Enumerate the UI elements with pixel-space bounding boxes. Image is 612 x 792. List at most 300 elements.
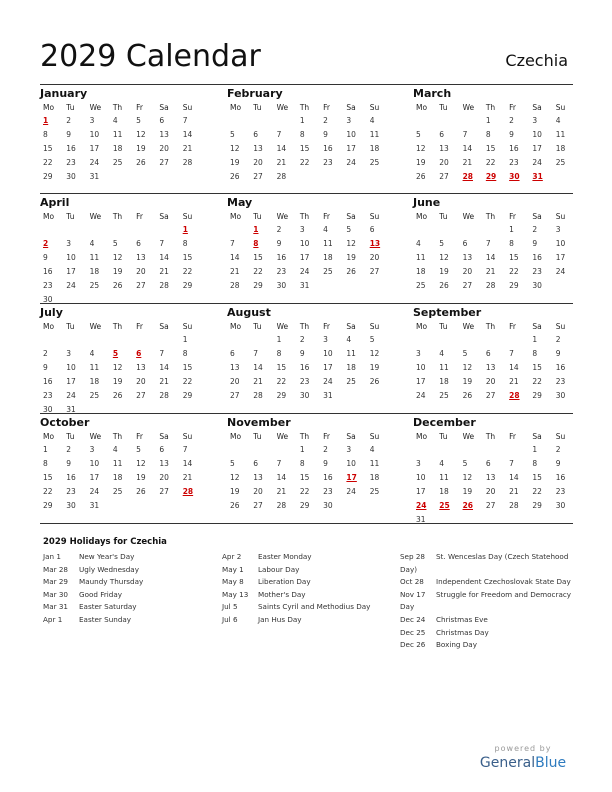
week-row: [413, 389, 576, 403]
day-cell: 9: [532, 239, 538, 249]
weekday-label: Fr: [509, 103, 516, 112]
day-cell: 22: [182, 267, 193, 277]
day-cell: 4: [369, 445, 375, 455]
day-cell: 22: [43, 487, 53, 497]
day-cell: 5: [112, 239, 118, 249]
day-cell: 8: [43, 130, 48, 140]
weekday-label: Th: [112, 432, 123, 441]
month-september: [413, 306, 576, 402]
week-row: [413, 471, 576, 485]
day-cell: 3: [323, 335, 328, 345]
holiday-day-cell: 29: [485, 172, 497, 181]
weekday-header: [40, 430, 203, 443]
month-name: July: [40, 306, 63, 319]
week-row: [413, 347, 576, 361]
day-cell: 13: [136, 253, 146, 263]
day-cell: 5: [136, 116, 141, 126]
day-cell: 9: [323, 459, 328, 469]
weekday-label: Sa: [532, 432, 542, 441]
month-april: [40, 196, 203, 306]
holiday-column: [43, 551, 143, 627]
weekday-label: Su: [555, 322, 566, 331]
day-cell: 11: [369, 459, 380, 469]
weekday-label: Su: [369, 322, 380, 331]
holiday-date: Jan 1: [43, 552, 61, 561]
powered-by-text: powered by: [494, 744, 552, 753]
weekday-label: Sa: [532, 322, 542, 331]
day-cell: 20: [136, 377, 146, 387]
day-cell: 22: [182, 377, 193, 387]
day-cell: 25: [416, 281, 426, 290]
day-cell: 19: [136, 473, 146, 483]
week-row: [40, 251, 203, 265]
weekday-label: We: [89, 322, 102, 331]
day-cell: 6: [253, 130, 259, 140]
day-cell: 19: [136, 144, 146, 154]
day-cell: 21: [276, 158, 287, 168]
weekday-label: Su: [369, 212, 380, 221]
day-cell: 5: [369, 335, 375, 345]
logo-text-blue: Blue: [535, 755, 567, 771]
day-cell: 16: [43, 267, 53, 277]
day-cell: 14: [509, 363, 519, 373]
day-cell: 7: [276, 459, 282, 469]
week-row: [227, 443, 390, 457]
day-cell: 11: [89, 363, 100, 373]
weekday-label: Sa: [159, 103, 169, 112]
day-cell: 30: [276, 281, 287, 290]
day-cell: 5: [230, 130, 235, 140]
holiday-entry: [43, 601, 143, 614]
day-cell: 20: [136, 267, 146, 277]
day-cell: 2: [532, 225, 538, 235]
day-cell: 28: [276, 172, 287, 181]
day-cell: 29: [532, 391, 542, 400]
holiday-day-cell: 28: [182, 487, 194, 497]
week-row: [227, 128, 390, 142]
weekday-label: Fr: [509, 322, 516, 331]
holiday-date: Mar 31: [43, 602, 68, 612]
day-cell: 5: [230, 459, 235, 469]
day-cell: 8: [299, 130, 305, 140]
day-cell: 24: [66, 281, 76, 290]
weekday-label: Sa: [159, 212, 169, 221]
day-cell: 27: [485, 501, 496, 510]
day-cell: 3: [346, 445, 352, 455]
day-cell: 13: [485, 473, 496, 483]
day-cell: 31: [323, 391, 333, 400]
day-cell: 20: [159, 473, 169, 483]
holiday-entry: [43, 551, 143, 564]
day-cell: 25: [89, 391, 100, 400]
day-cell: 9: [43, 363, 48, 373]
weekday-label: Th: [112, 103, 123, 112]
weekday-label: Mo: [43, 322, 55, 331]
day-cell: 15: [299, 144, 310, 154]
weekday-label: Th: [299, 212, 310, 221]
day-cell: 16: [66, 144, 76, 154]
week-row: [40, 223, 203, 237]
weekday-header: [413, 210, 576, 223]
day-cell: 6: [136, 239, 141, 249]
week-row: [40, 347, 203, 361]
day-cell: 1: [43, 445, 48, 455]
day-cell: 17: [416, 487, 426, 497]
day-cell: 10: [346, 459, 356, 469]
day-cell: 16: [43, 377, 53, 387]
day-cell: 3: [416, 459, 421, 469]
weekday-label: Th: [112, 322, 123, 331]
day-cell: 21: [509, 487, 519, 497]
weekday-label: Sa: [532, 212, 542, 221]
day-cell: 18: [369, 144, 380, 154]
day-cell: 30: [43, 294, 53, 304]
weekday-label: Fr: [509, 212, 516, 221]
day-cell: 9: [66, 459, 72, 469]
month-october: [40, 416, 203, 512]
week-row: [40, 389, 203, 403]
weekday-label: Mo: [43, 432, 55, 441]
day-cell: 17: [89, 144, 100, 154]
day-cell: 17: [299, 253, 310, 263]
month-name: June: [413, 196, 441, 209]
weekday-label: Su: [182, 103, 193, 112]
day-cell: 12: [112, 363, 123, 373]
day-cell: 26: [416, 172, 426, 181]
week-row: [40, 279, 203, 293]
day-cell: 8: [532, 349, 538, 359]
week-row: [227, 170, 390, 184]
month-name: December: [413, 416, 476, 429]
holiday-day-cell: 25: [439, 501, 450, 510]
day-cell: 17: [532, 144, 542, 154]
day-cell: 24: [346, 487, 356, 497]
day-cell: 20: [253, 487, 263, 497]
day-cell: 4: [89, 239, 95, 249]
week-row: [413, 361, 576, 375]
holiday-day-cell: 5: [112, 349, 119, 359]
holiday-name: Christmas Eve: [436, 614, 488, 624]
day-cell: 23: [299, 377, 310, 387]
day-cell: 2: [555, 335, 561, 345]
day-cell: 6: [369, 225, 375, 235]
day-cell: 4: [89, 349, 95, 359]
weekday-header: [40, 101, 203, 114]
weekday-header: [413, 430, 576, 443]
holiday-date: Nov 17: [400, 589, 426, 599]
weekday-label: Fr: [323, 212, 330, 221]
holiday-date: Mar 29: [43, 577, 68, 587]
day-cell: 27: [462, 281, 473, 290]
holiday-date: Sep 28: [400, 552, 425, 561]
weekday-label: Sa: [159, 432, 169, 441]
day-cell: 15: [182, 253, 193, 263]
day-cell: 4: [439, 459, 445, 469]
holiday-date: Apr 2: [222, 552, 242, 561]
day-cell: 8: [509, 239, 514, 249]
weekday-label: Fr: [509, 432, 516, 441]
week-row: [413, 457, 576, 471]
holiday-day-cell: 17: [346, 473, 357, 483]
day-cell: 22: [276, 377, 287, 387]
week-row: [413, 333, 576, 347]
day-cell: 24: [555, 267, 566, 277]
day-cell: 23: [532, 267, 542, 277]
weekday-label: We: [462, 212, 475, 221]
day-cell: 7: [159, 239, 165, 249]
holiday-date: Apr 1: [43, 614, 63, 624]
day-cell: 7: [276, 130, 282, 140]
day-cell: 31: [299, 281, 310, 290]
week-row: [40, 499, 203, 513]
week-row: [227, 485, 390, 499]
weekday-label: Mo: [43, 103, 55, 112]
weekday-label: Mo: [416, 432, 428, 441]
day-cell: 6: [253, 459, 259, 469]
day-cell: 9: [323, 130, 328, 140]
weekday-label: We: [462, 322, 475, 331]
holiday-date: Dec 26: [400, 640, 426, 650]
day-cell: 19: [112, 267, 123, 277]
weekday-label: We: [462, 103, 475, 112]
day-cell: 20: [159, 144, 169, 154]
week-row: [413, 279, 576, 293]
day-cell: 3: [66, 349, 72, 359]
day-cell: 11: [555, 130, 566, 140]
weekday-label: Tu: [66, 212, 75, 221]
weekday-label: Th: [485, 103, 496, 112]
day-cell: 30: [66, 501, 76, 510]
week-row: [413, 142, 576, 156]
weekday-header: [227, 101, 390, 114]
day-cell: 6: [439, 130, 445, 140]
weekday-label: Su: [182, 212, 193, 221]
day-cell: 15: [509, 253, 519, 263]
day-cell: 24: [89, 158, 100, 168]
day-cell: 22: [532, 377, 542, 387]
day-cell: 17: [66, 267, 76, 277]
week-row: [227, 251, 390, 265]
weekday-label: Su: [555, 103, 566, 112]
day-cell: 20: [485, 377, 496, 387]
weekday-label: We: [276, 103, 289, 112]
day-cell: 26: [462, 391, 473, 400]
holiday-date: Jul 5: [222, 602, 238, 612]
week-row: [227, 457, 390, 471]
week-row: [40, 156, 203, 170]
day-cell: 25: [89, 281, 100, 290]
day-cell: 12: [369, 349, 380, 359]
month-name: March: [413, 87, 452, 100]
week-row: [40, 237, 203, 251]
week-row: [40, 128, 203, 142]
day-cell: 13: [462, 253, 473, 263]
day-cell: 23: [276, 267, 287, 277]
day-cell: 24: [66, 391, 76, 400]
week-row: [40, 457, 203, 471]
section-divider: [40, 84, 573, 85]
weekday-label: Tu: [439, 212, 448, 221]
month-name: September: [413, 306, 482, 319]
day-cell: 7: [509, 349, 514, 359]
weekday-header: [413, 101, 576, 114]
day-cell: 7: [462, 130, 468, 140]
holiday-column: [400, 551, 572, 652]
holiday-day-cell: 6: [136, 349, 142, 359]
day-cell: 19: [112, 377, 123, 387]
day-cell: 25: [346, 377, 356, 387]
day-cell: 23: [323, 487, 333, 497]
day-cell: 18: [439, 487, 449, 497]
day-cell: 20: [230, 377, 240, 387]
week-row: [227, 347, 390, 361]
day-cell: 16: [66, 473, 76, 483]
month-august: [227, 306, 390, 402]
weekday-label: Sa: [346, 322, 356, 331]
day-cell: 21: [182, 144, 193, 154]
day-cell: 27: [230, 391, 240, 400]
day-cell: 2: [323, 116, 328, 126]
day-cell: 5: [416, 130, 421, 140]
day-cell: 19: [230, 158, 240, 168]
holiday-name: St. Wenceslas Day (Czech Statehood Day): [400, 552, 569, 574]
day-cell: 8: [532, 459, 538, 469]
day-cell: 30: [555, 391, 566, 400]
day-cell: 23: [555, 377, 566, 387]
day-cell: 17: [346, 144, 356, 154]
day-cell: 20: [462, 267, 473, 277]
weekday-label: Su: [555, 432, 566, 441]
holiday-name: Maundy Thursday: [79, 577, 144, 587]
weekday-header: [413, 320, 576, 333]
day-cell: 2: [299, 335, 305, 345]
day-cell: 9: [43, 253, 48, 263]
weekday-header: [227, 210, 390, 223]
weekday-label: Mo: [230, 322, 242, 331]
day-cell: 18: [323, 253, 333, 263]
day-cell: 23: [43, 391, 53, 400]
weekday-label: Mo: [416, 103, 428, 112]
day-cell: 14: [253, 363, 263, 373]
weekday-header: [227, 320, 390, 333]
day-cell: 7: [230, 239, 235, 249]
weekday-label: Su: [182, 322, 193, 331]
day-cell: 11: [439, 473, 449, 483]
weekday-label: Tu: [66, 432, 75, 441]
day-cell: 17: [416, 377, 426, 387]
holiday-date: May 13: [222, 589, 249, 599]
day-cell: 25: [112, 158, 123, 168]
day-cell: 18: [89, 377, 100, 387]
week-row: [413, 375, 576, 389]
day-cell: 13: [159, 130, 169, 140]
day-cell: 1: [485, 116, 491, 126]
weekday-label: Tu: [439, 103, 448, 112]
week-row: [40, 485, 203, 499]
day-cell: 29: [182, 391, 193, 400]
day-cell: 20: [369, 253, 380, 263]
day-cell: 12: [439, 253, 449, 263]
holiday-day-cell: 2: [43, 239, 49, 249]
holiday-entry: [43, 614, 143, 627]
day-cell: 15: [182, 363, 193, 373]
week-row: [227, 142, 390, 156]
week-row: [227, 389, 390, 403]
week-row: [413, 156, 576, 170]
day-cell: 22: [253, 267, 263, 277]
day-cell: 23: [509, 158, 519, 168]
day-cell: 16: [555, 363, 566, 373]
day-cell: 12: [230, 144, 240, 154]
day-cell: 26: [369, 377, 380, 387]
day-cell: 17: [66, 377, 76, 387]
day-cell: 22: [43, 158, 53, 168]
month-december: [413, 416, 576, 526]
day-cell: 19: [346, 253, 356, 263]
holiday-name: Jan Hus Day: [258, 614, 302, 624]
week-row: [413, 512, 576, 526]
month-name: October: [40, 416, 90, 429]
day-cell: 7: [509, 459, 514, 469]
weekday-label: Th: [299, 322, 310, 331]
day-cell: 7: [159, 349, 165, 359]
day-cell: 5: [462, 349, 468, 359]
day-cell: 6: [485, 459, 491, 469]
day-cell: 4: [346, 335, 352, 345]
day-cell: 8: [276, 349, 282, 359]
day-cell: 10: [532, 130, 542, 140]
day-cell: 4: [416, 239, 421, 249]
day-cell: 15: [43, 473, 53, 483]
weekday-label: Mo: [230, 432, 242, 441]
day-cell: 28: [253, 391, 263, 400]
day-cell: 21: [230, 267, 240, 277]
day-cell: 11: [89, 253, 100, 263]
day-cell: 18: [89, 267, 100, 277]
day-cell: 13: [159, 459, 169, 469]
day-cell: 25: [323, 267, 333, 277]
day-cell: 13: [439, 144, 449, 154]
weekday-label: Th: [299, 103, 310, 112]
day-cell: 29: [299, 501, 310, 510]
week-row: [40, 375, 203, 389]
weekday-label: Mo: [230, 103, 242, 112]
weekday-label: Su: [369, 432, 380, 441]
brand-logo: [468, 744, 578, 771]
day-cell: 5: [136, 445, 141, 455]
holiday-entry: [400, 614, 572, 627]
day-cell: 8: [299, 459, 305, 469]
month-march: [413, 87, 576, 183]
day-cell: 14: [159, 253, 169, 263]
day-cell: 27: [136, 281, 146, 290]
day-cell: 4: [369, 116, 375, 126]
day-cell: 17: [555, 253, 566, 263]
day-cell: 14: [485, 253, 496, 263]
day-cell: 19: [230, 487, 240, 497]
week-row: [413, 265, 576, 279]
day-cell: 21: [253, 377, 263, 387]
week-row: [227, 156, 390, 170]
day-cell: 27: [439, 172, 449, 181]
day-cell: 10: [299, 239, 310, 249]
holiday-name: Struggle for Freedom and Democracy Day: [400, 589, 572, 612]
month-name: May: [227, 196, 253, 209]
day-cell: 9: [509, 130, 514, 140]
day-cell: 3: [89, 116, 95, 126]
day-cell: 1: [276, 335, 282, 345]
day-cell: 29: [182, 281, 193, 290]
